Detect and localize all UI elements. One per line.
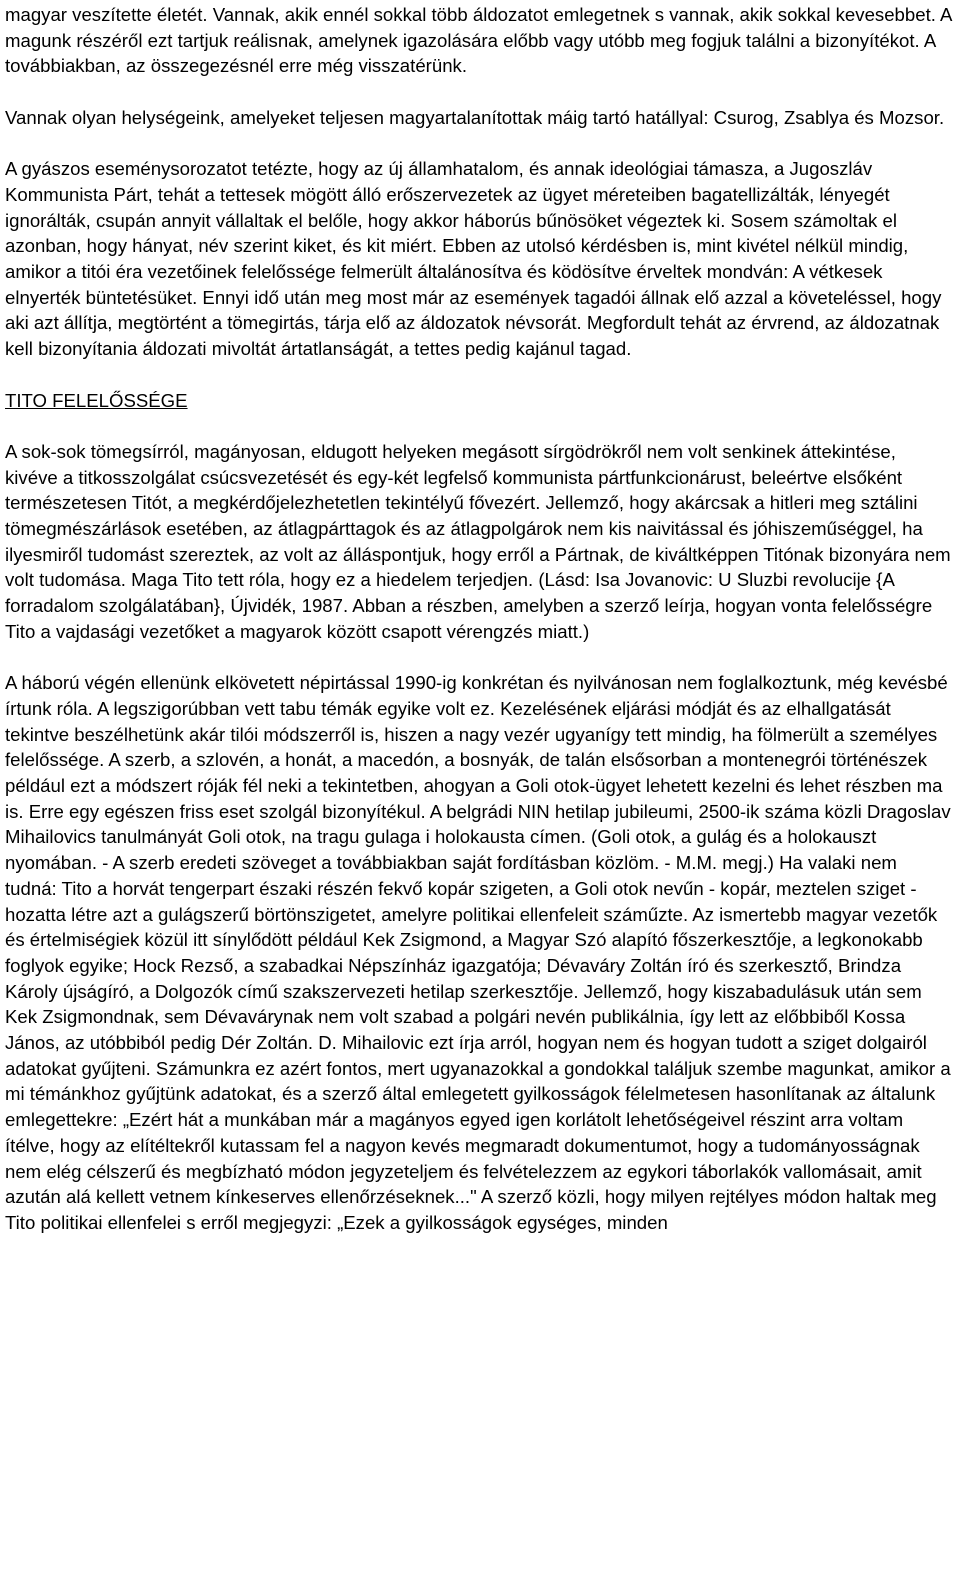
paragraph-intro: magyar veszítette életét. Vannak, akik ennél sokkal több áldozatot emlegetnek s vannak, akik sokkal kevesebbet. A magunk részéről ezt tartjuk reálisnak, amelynek igazolására előbb vagy utóbb meg fogjuk találni a bizonyítékot. A továbbiakban, az összegezésnél erre még visszatérünk. [5, 4, 952, 77]
section-heading: TITO FELELŐSSÉGE [5, 389, 188, 411]
document-page [5, 2, 953, 1261]
paragraph-mass-graves: A sok-sok tömegsírról, magányosan, eldugott helyeken megásott sírgödrökről nem volt senkinek áttekintése, kivéve a titkosszolgálat csúcsvezetését és egy-két legfelső kommunista pártfunkcionárust, beleértve elsőként természetesen Titót, a megkérdőjelezhetetlen tekintélyű fővezért. Jellemző, hogy akárcsak a hitleri meg sztálini tömegmészárlások esetében, az átlagpárttagok és az átlagpolgárok nem kis naivitással és jóhiszeműséggel, ha ilyesmiről tudomást szereztek, az volt az álláspontjuk, hogy erről a Pártnak, de kiváltképpen Titónak bizonyára nem volt tudomása. Maga Tito tett róla, hogy ez a hiedelem terjedjen. (Lásd: Isa Jovanovic: U Sluzbi revolucije {A forradalom szolgálatában}, Újvidék, 1987. Abban a részben, amelyben a szerző leírja, hogyan vonta felelősségre Tito a vajdasági vezetőket a magyarok között csapott vérengzés miatt.) [5, 440, 951, 642]
paragraph-villages: Vannak olyan helységeink, amelyeket teljesen magyartalanítottak máig tartó hatállyal: Csurog, Zsablya és Mozsor. [5, 106, 945, 128]
paragraph-denial: A gyászos eseménysorozatot tetézte, hogy az új államhatalom, és annak ideológiai támasza, a Jugoszláv Kommunista Párt, tehát a tettesek mögött álló erőszervezetek az ügyet méreteiben bagatellizálták, lényegét ignorálták, csupán annyit vállaltak el belőle, hogy akkor háborús bűnösöket végeztek ki. Sosem számoltak el azonban, hogy hányat, név szerint kiket, és kit miért. Ebben az utolsó kérdésben is, mint kivétel nélkül mindig, amikor a titói éra vezetőinek felelőssége felmerült általánosítva és ködösítve érveltek mondván: A vétkesek elnyerték büntetésüket. Ennyi idő után meg most már az események tagadói állnak elő azzal a követeléssel, hogy aki azt állítja, megtörtént a tömegirtás, tárja elő az áldozatok névsorát. Megfordult tehát az érvrend, az áldozatnak kell bizonyítania áldozati mivoltát ártatlanságát, a tettes pedig kajánul tagad. [5, 158, 942, 360]
paragraph-goli-otok: A háború végén ellenünk elkövetett népirtással 1990-ig konkrétan és nyilvánosan nem foglalkoztunk, még kevésbé írtunk róla. A legszigorúbban vett tabu témák egyike volt ez. Kezelésének eljárási módját és az elhallgatását tekintve beszélhetünk akár tilói módszerről is, hiszen a nagy vezér ugyanígy tett mindig, ha fölmerült a személyes felelőssége. A szerb, a szlovén, a honát, a macedón, a bosnyák, de talán elsősorban a montenegrói történészek például ezt a módszert róják fél neki a tekintetben, ahogyan a Goli otok-ügyet lehetett kezelni és lehet részben ma is. Erre egy egészen friss eset szolgál bizonyítékul. A belgrádi NIN hetilap jubileumi, 2500-ik száma közli Dragoslav Mihailovics tanulmányát Goli otok, na tragu gulaga i holokausta címen. (Goli otok, a gulág és a holokauszt nyomában. - A szerb eredeti szöveget a továbbiakban saját fordításban közlöm. - M.M. megj.) Ha valaki nem tudná: Tito a horvát tengerpart északi részén fekvő kopár szigeten, a Goli otok nevűn - kopár, meztelen sziget - hozatta létre azt a gulágszerű börtönszigetet, amelyre politikai ellenfeleit száműzte. Az ismertebb magyar vezetők és értelmiségiek közül itt sínylődött például Kek Zsigmond, a Magyar Szó alapító főszerkesztője, a legkonokabb foglyok egyike; Hock Rezső, a szabadkai Népszínház igazgatója; Dévaváry Zoltán író és szerkesztő, Brindza Károly újságíró, a Dolgozók című szakszervezeti hetilap szerkesztője. Jellemző, hogy kiszabadulásuk után sem Kek Zsigmondnak, sem Dévavárynak nem volt szabad a polgári nevén publikálnia, így lett az előbbiből Kossa János, az utóbbiból pedig Dér Zoltán. D. Mihailovic ezt írja arról, hogyan nem és hogyan tudott a sziget dolgairól adatokat gyűjteni. Számunkra ez azért fontos, mert ugyanazokkal a gondokkal találjuk szembe magunkat, amikor a mi témánkhoz gyűjtünk adatokat, és a szerző által emlegetett gyilkosságok félelmetesen hasonlítanak az általunk emlegettekre: „Ezért hát a munkában már a magányos egyed igen korlátolt lehetőségeivel részint arra voltam ítélve, hogy az elítéltekről kutassam fel a nagyon kevés megmaradt dokumentumot, hogy a tudományosságnak nem elég célszerű és megbízható módon jegyzeteljem és felvételezzem az egykori táborlakók vallomásait, amit azután alá kellett vetnem kínkeserves ellenőrzéseknek..." A szerző közli, hogy milyen rejtélyes módon haltak meg Tito politikai ellenfelei s erről megjegyzi: „Ezek a gyilkosságok egységes, minden [5, 672, 951, 1233]
